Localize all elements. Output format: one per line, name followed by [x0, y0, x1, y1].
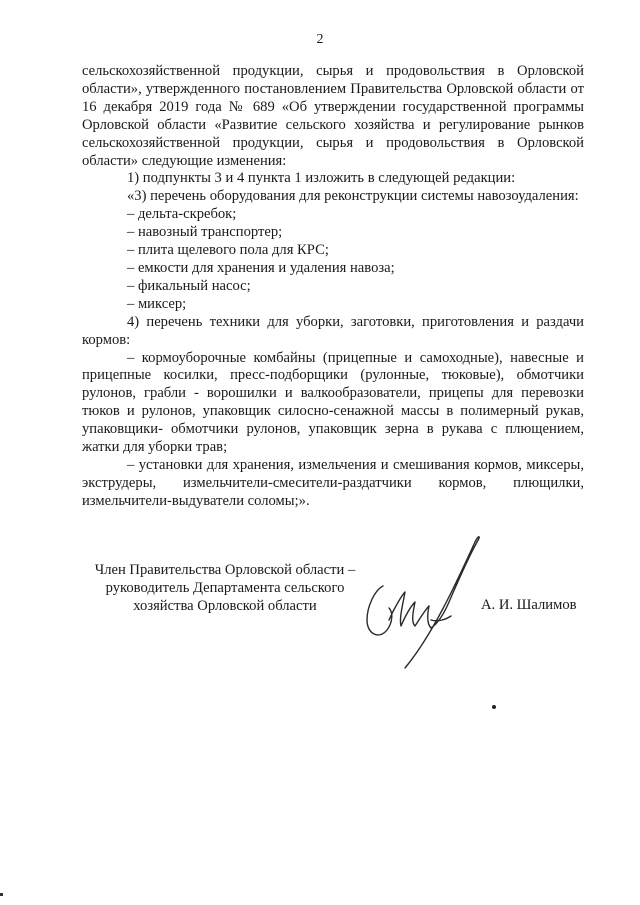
signatory-line-1: Член Правительства Орловской области –: [94, 562, 356, 578]
signatory-name: А. И. Шалимов: [481, 597, 577, 613]
document-body: [82, 63, 584, 511]
item-1: 1) подпункты 3 и 4 пункта 1 изложить в следующей редакции:: [127, 170, 516, 187]
list-item: – емкости для хранения и удаления навоза;: [127, 259, 395, 276]
intro-paragraph: сельскохозяйственной продукции, сырья и продовольствия в Орловской области», утвержденного постановлением Правительства Орловской области от 16 декабря 2019 года № 689 «Об утверждении государственной программы Орловской области «Развитие сельского хозяйства и регулирование рынков сельскохозяйственной продукции, сырья и продовольствия в Орловской области» следующие изменения:: [82, 63, 584, 169]
harvest-equipment-paragraph: – кормоуборочные комбайны (прицепные и самоходные), навесные и прицепные косилки, пресс-подборщики (рулонные, тюковые), обмотчики рулонов, грабли - ворошилки и валкообразователи, прицепы для перевозки тюков и рулонов, упаковщик силосно-сенажной массы в полимерный рукав, упаковщики- обмотчики рулонов, упаковщик зерна в рукава с плющением, жатки для уборки трав;: [82, 349, 584, 456]
ink-dot: [492, 705, 496, 709]
list-item: – миксер;: [127, 295, 187, 312]
list-item: – фикальный насос;: [127, 277, 251, 294]
signatory-title: [80, 561, 370, 615]
page-number: 2: [316, 32, 324, 47]
feed-equipment-paragraph: – установки для хранения, измельчения и смешивания кормов, миксеры, экструдеры, измельчители-смесители-раздатчики кормов, плющилки, измельчители-выдуватели соломы;».: [82, 456, 584, 509]
list-item: – навозный транспортер;: [127, 224, 283, 241]
signatory-line-2: руководитель Департамента сельского: [105, 580, 345, 596]
signatory-line-3: хозяйства Орловской области: [133, 598, 317, 614]
item-4-title: 4) перечень техники для уборки, заготовки, приготовления и раздачи кормов:: [82, 313, 584, 348]
handwritten-signature: [345, 520, 495, 670]
item-3-title: «3) перечень оборудования для реконструкции системы навозоудаления:: [127, 188, 579, 205]
list-item: – плита щелевого пола для КРС;: [127, 242, 329, 259]
list-item: – дельта-скребок;: [127, 206, 237, 223]
scan-artifact: [0, 893, 3, 896]
